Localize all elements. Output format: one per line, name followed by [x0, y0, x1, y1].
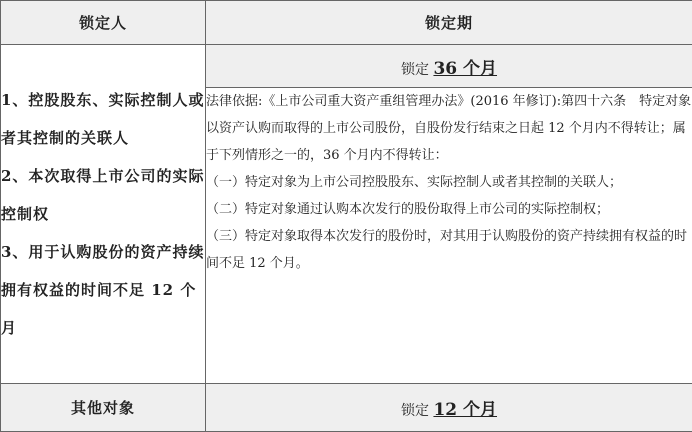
- condition-item: 1、控股股东、实际控制人或者其控制的关联人: [1, 91, 205, 147]
- legal-basis-cell: [206, 88, 692, 384]
- lock-value: 12 个月: [433, 400, 498, 420]
- lock-prefix: 锁定: [400, 403, 429, 419]
- legal-paragraph: 法律依据:《上市公司重大资产重组管理办法》(2016 年修订):第四十六条 特定对象以资产认购而取得的上市公司股份，自股份发行结束之日起 12 个月内不得转让；属于下列情形之一的，36 个月内不得转让：: [206, 94, 692, 163]
- condition-item: 2、本次取得上市公司的实际控制权: [1, 167, 205, 223]
- legal-paragraph: （三）特定对象取得本次发行的股份时，对其用于认购股份的资产持续拥有权益的时间不足 12 个月。: [206, 229, 688, 271]
- lock-value: 36 个月: [433, 58, 498, 79]
- lock-prefix: 锁定: [400, 61, 429, 78]
- other-lock-period: [206, 384, 692, 432]
- controller-conditions-cell: [1, 45, 206, 384]
- header-row: [1, 1, 692, 45]
- legal-paragraph: （一）特定对象为上市公司控股股东、实际控制人或者其控制的关联人；: [206, 175, 623, 190]
- other-party-label: 其他对象: [1, 384, 206, 432]
- legal-paragraph: （二）特定对象通过认购本次发行的股份取得上市公司的实际控制权；: [206, 202, 610, 217]
- header-lock-period: 锁定期: [206, 1, 692, 45]
- other-row: [1, 384, 692, 432]
- condition-item: 3、用于认购股份的资产持续拥有权益的时间不足 12 个月: [1, 243, 205, 337]
- header-locker: 锁定人: [1, 1, 206, 45]
- controller-lock-row: [1, 45, 692, 88]
- controller-lock-period: [206, 45, 692, 88]
